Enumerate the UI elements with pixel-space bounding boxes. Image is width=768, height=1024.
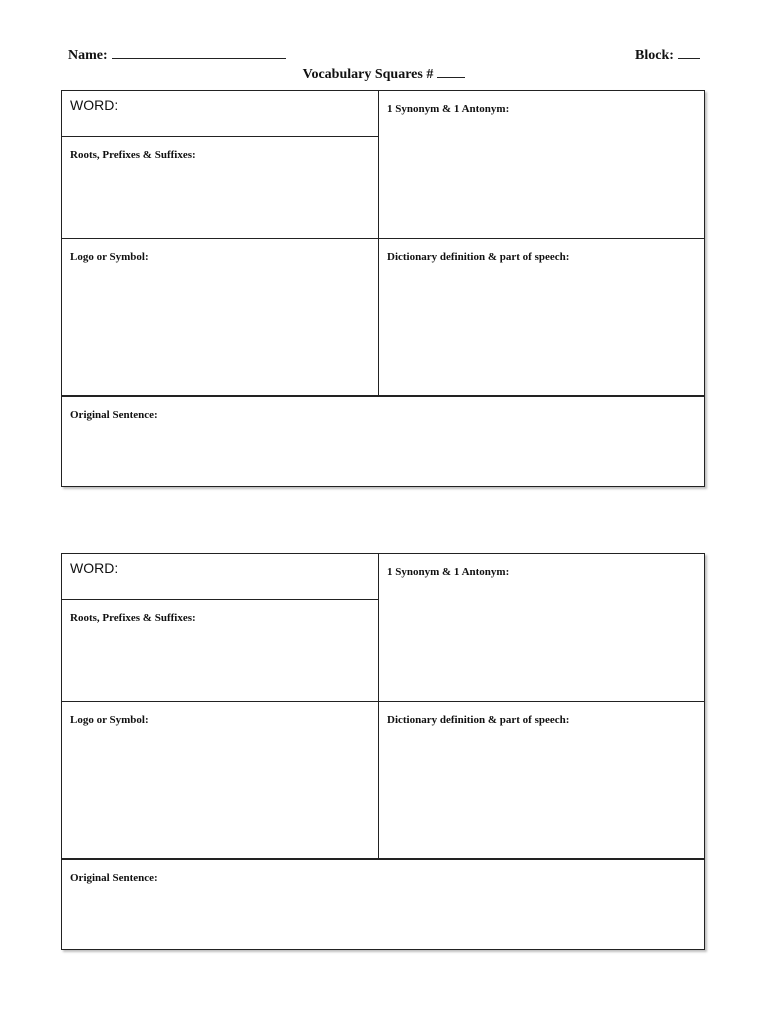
sentence-label: Original Sentence: bbox=[70, 872, 158, 884]
block-blank[interactable] bbox=[678, 46, 700, 59]
definition-cell[interactable] bbox=[379, 239, 704, 397]
square-number-blank[interactable] bbox=[437, 65, 465, 78]
sentence-label: Original Sentence: bbox=[70, 409, 158, 421]
name-blank[interactable] bbox=[112, 46, 286, 59]
word-cell[interactable] bbox=[62, 554, 379, 600]
synonym-antonym-cell[interactable] bbox=[379, 554, 704, 702]
block-line bbox=[635, 46, 700, 64]
definition-label: Dictionary definition & part of speech: bbox=[387, 714, 570, 726]
roots-cell[interactable] bbox=[62, 600, 379, 702]
word-label: WORD: bbox=[70, 560, 119, 576]
logo-symbol-cell[interactable] bbox=[62, 239, 379, 397]
roots-cell[interactable] bbox=[62, 137, 379, 239]
name-line bbox=[68, 46, 286, 64]
synonym-label: 1 Synonym & 1 Antonym: bbox=[387, 103, 510, 115]
vocabulary-square-1 bbox=[61, 90, 705, 487]
sentence-cell[interactable] bbox=[62, 397, 704, 486]
vocabulary-square-2 bbox=[61, 553, 705, 950]
block-label: Block: bbox=[635, 48, 674, 63]
logo-symbol-cell[interactable] bbox=[62, 702, 379, 860]
sentence-cell[interactable] bbox=[62, 860, 704, 949]
logo-label: Logo or Symbol: bbox=[70, 714, 149, 726]
page-title bbox=[0, 65, 768, 83]
name-label: Name: bbox=[68, 48, 108, 63]
word-cell[interactable] bbox=[62, 91, 379, 137]
synonym-antonym-cell[interactable] bbox=[379, 91, 704, 239]
roots-label: Roots, Prefixes & Suffixes: bbox=[70, 612, 196, 624]
title-text: Vocabulary Squares # bbox=[302, 67, 434, 82]
logo-label: Logo or Symbol: bbox=[70, 251, 149, 263]
word-label: WORD: bbox=[70, 97, 119, 113]
synonym-label: 1 Synonym & 1 Antonym: bbox=[387, 566, 510, 578]
definition-cell[interactable] bbox=[379, 702, 704, 860]
definition-label: Dictionary definition & part of speech: bbox=[387, 251, 570, 263]
roots-label: Roots, Prefixes & Suffixes: bbox=[70, 149, 196, 161]
